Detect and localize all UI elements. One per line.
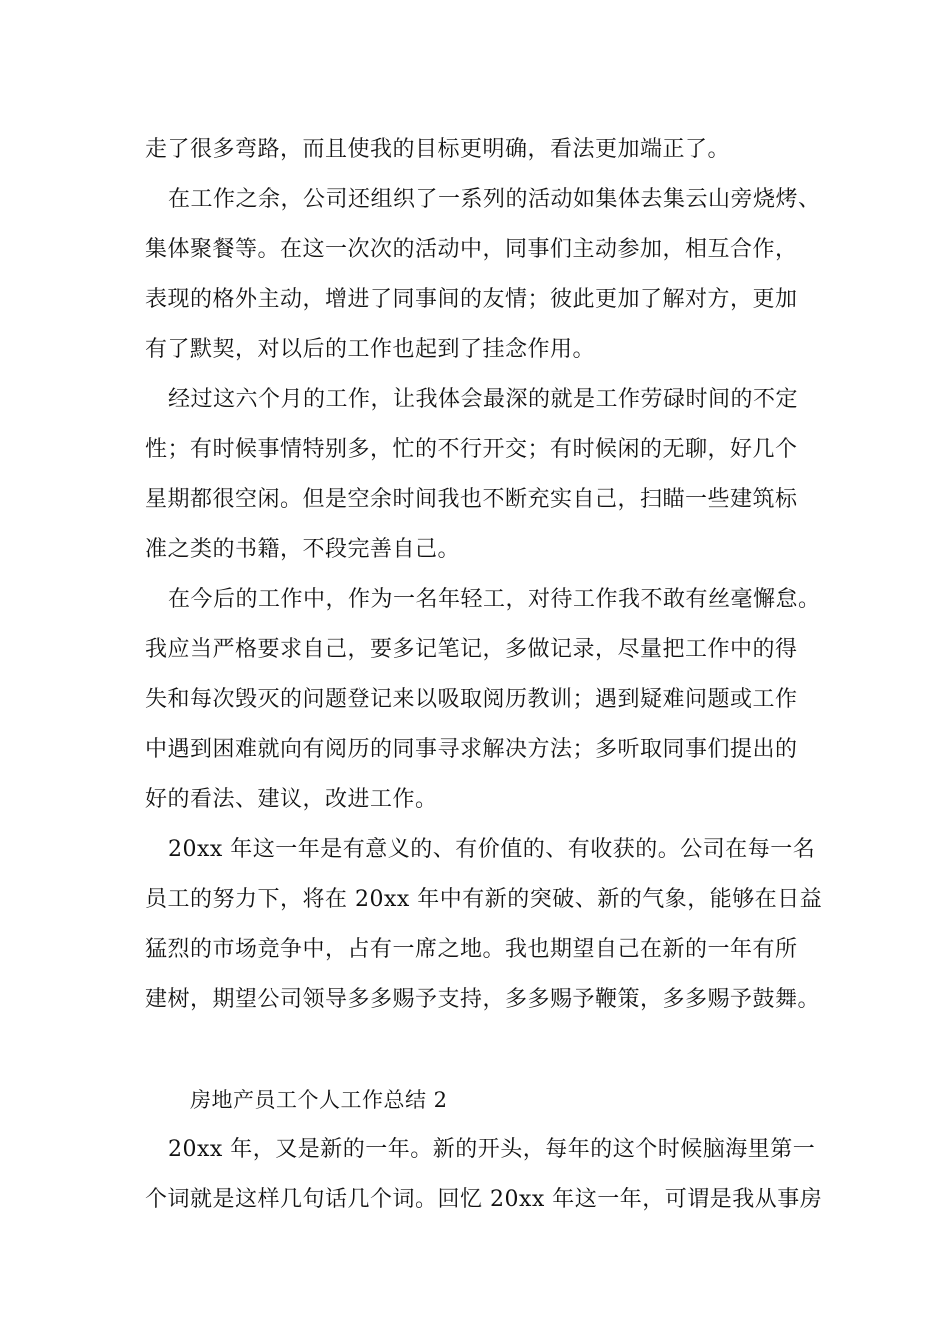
text-line: 在今后的工作中，作为一名年轻工，对待工作我不敢有丝毫懈怠。 — [168, 587, 821, 612]
text-line: 经过这六个月的工作，让我体会最深的就是工作劳碌时间的不定 — [168, 387, 799, 412]
text-line: 集体聚餐等。在这一次次的活动中，同事们主动参加，相互合作， — [145, 237, 798, 262]
text-line: 性；有时候事情特别多，忙的不行开交；有时候闲的无聊，好几个 — [145, 437, 798, 462]
text-line: 星期都很空闲。但是空余时间我也不断充实自己，扫瞄一些建筑标 — [145, 487, 798, 512]
text-line: 表现的格外主动，增进了同事间的友情；彼此更加了解对方，更加 — [145, 287, 798, 312]
text-line: 员工的努力下，将在 20xx 年中有新的突破、新的气象，能够在日益 — [145, 887, 823, 912]
text-line: 好的看法、建议，改进工作。 — [145, 787, 438, 812]
text-line: 在工作之余，公司还组织了一系列的活动如集体去集云山旁烧烤、 — [168, 187, 821, 212]
text-line: 失和每次毁灭的问题登记来以吸取阅历教训；遇到疑难问题或工作 — [145, 687, 798, 712]
text-line: 准之类的书籍，不段完善自己。 — [145, 537, 461, 562]
text-line: 20xx 年这一年是有意义的、有价值的、有收获的。公司在每一名 — [168, 837, 816, 862]
text-line: 建树，期望公司领导多多赐予支持，多多赐予鞭策，多多赐予鼓舞。 — [145, 987, 821, 1012]
text-line: 走了很多弯路，而且使我的目标更明确，看法更加端正了。 — [145, 137, 731, 162]
text-line: 个词就是这样几句话几个词。回忆 20xx 年这一年，可谓是我从事房 — [145, 1187, 823, 1212]
text-line: 猛烈的市场竞争中，占有一席之地。我也期望自己在新的一年有所 — [145, 937, 798, 962]
text-line: 我应当严格要求自己，要多记笔记，多做记录，尽量把工作中的得 — [145, 637, 798, 662]
text-line: 中遇到困难就向有阅历的同事寻求解决方法；多听取同事们提出的 — [145, 737, 798, 762]
text-line: 20xx 年，又是新的一年。新的开头，每年的这个时候脑海里第一 — [168, 1137, 816, 1162]
text-line: 有了默契，对以后的工作也起到了挂念作用。 — [145, 337, 596, 362]
section-heading: 房地产员工个人工作总结 2 — [190, 1088, 448, 1112]
